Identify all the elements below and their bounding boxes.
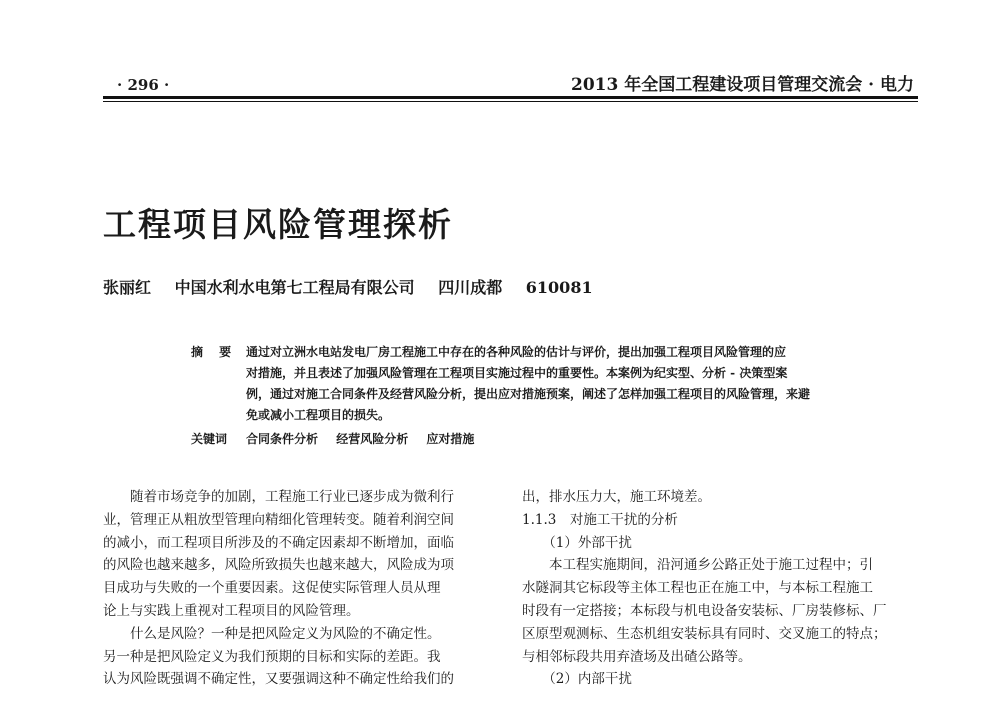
abstract-block (191, 342, 861, 450)
abstract-line: 通过对立洲水电站发电厂房工程施工中存在的各种风险的估计与评价，提出加强工程项目风险管理的应 (246, 345, 787, 359)
author-postcode: 610081 (525, 278, 593, 297)
header-rule-thick (103, 96, 918, 99)
text-line: 论上与实践上重视对工程项目的风险管理。 (103, 602, 360, 619)
section-heading: 1.1.3 对施工干扰的分析 (522, 511, 678, 528)
text-line: 的风险也越来越多，风险所致损失也越来越大，风险成为项 (103, 557, 454, 574)
text-line: 目成功与失败的一个重要因素。这促使实际管理人员从理 (103, 580, 441, 597)
text-line: 与相邻标段共用弃渣场及出碴公路等。 (522, 648, 752, 665)
keyword: 应对措施 (426, 432, 475, 446)
text-line: 的减小，而工程项目所涉及的不确定因素却不断增加，面临 (103, 534, 454, 551)
subsection-heading: （2）内部干扰 (522, 671, 632, 688)
body-column-right (522, 486, 922, 691)
text-line: 水隧洞其它标段等主体工程也正在施工中，与本标工程施工 (522, 580, 873, 597)
page-number: · 296 · (117, 76, 170, 94)
abstract-label: 摘 要 (191, 345, 238, 359)
text-line: 业，管理正从粗放型管理向精细化管理转变。随着利润空间 (103, 511, 454, 528)
article-title: 工程项目风险管理探析 (103, 205, 453, 244)
author-name: 张丽红 (103, 278, 152, 297)
keyword: 经营风险分析 (336, 432, 409, 446)
running-title: 2013 年全国工程建设项目管理交流会 · 电力 (571, 75, 914, 95)
abstract-line: 对措施，并且表述了加强风险管理在工程项目实施过程中的重要性。本案例为纪实型、分析 - 决策型案 (246, 366, 788, 380)
text-line: 区原型观测标、生态机组安装标具有同时、交叉施工的特点； (522, 625, 887, 642)
text-line: 本工程实施期间，沿河通乡公路正处于施工过程中；引 (522, 557, 873, 574)
text-line: 时段有一定搭接；本标段与机电设备安装标、厂房装修标、厂 (522, 602, 887, 619)
subsection-heading: （1）外部干扰 (522, 534, 632, 551)
author-location: 四川成都 (438, 278, 503, 297)
text-line: 什么是风险？一种是把风险定义为风险的不确定性。 (103, 625, 441, 642)
keyword: 合同条件分析 (246, 432, 319, 446)
keywords-label: 关键词 (191, 432, 228, 446)
header-rule-thin (103, 101, 918, 102)
text-line: 随着市场竞争的加剧，工程施工行业已逐步成为微利行 (103, 489, 454, 505)
text-line: 出，排水压力大，施工环境差。 (522, 489, 711, 505)
abstract-line: 免或减小工程项目的损失。 (246, 408, 391, 422)
body-column-left (103, 486, 498, 691)
text-line: 另一种是把风险定义为我们预期的目标和实际的差距。我 (103, 648, 441, 665)
text-line: 认为风险既强调不确定性，又要强调这种不确定性给我们的 (103, 671, 454, 688)
abstract-line: 例，通过对施工合同条件及经营风险分析，提出应对措施预案，阐述了怎样加强工程项目的风险管理，来避 (246, 387, 811, 401)
byline (103, 275, 611, 298)
author-affiliation: 中国水利水电第七工程局有限公司 (174, 278, 415, 297)
